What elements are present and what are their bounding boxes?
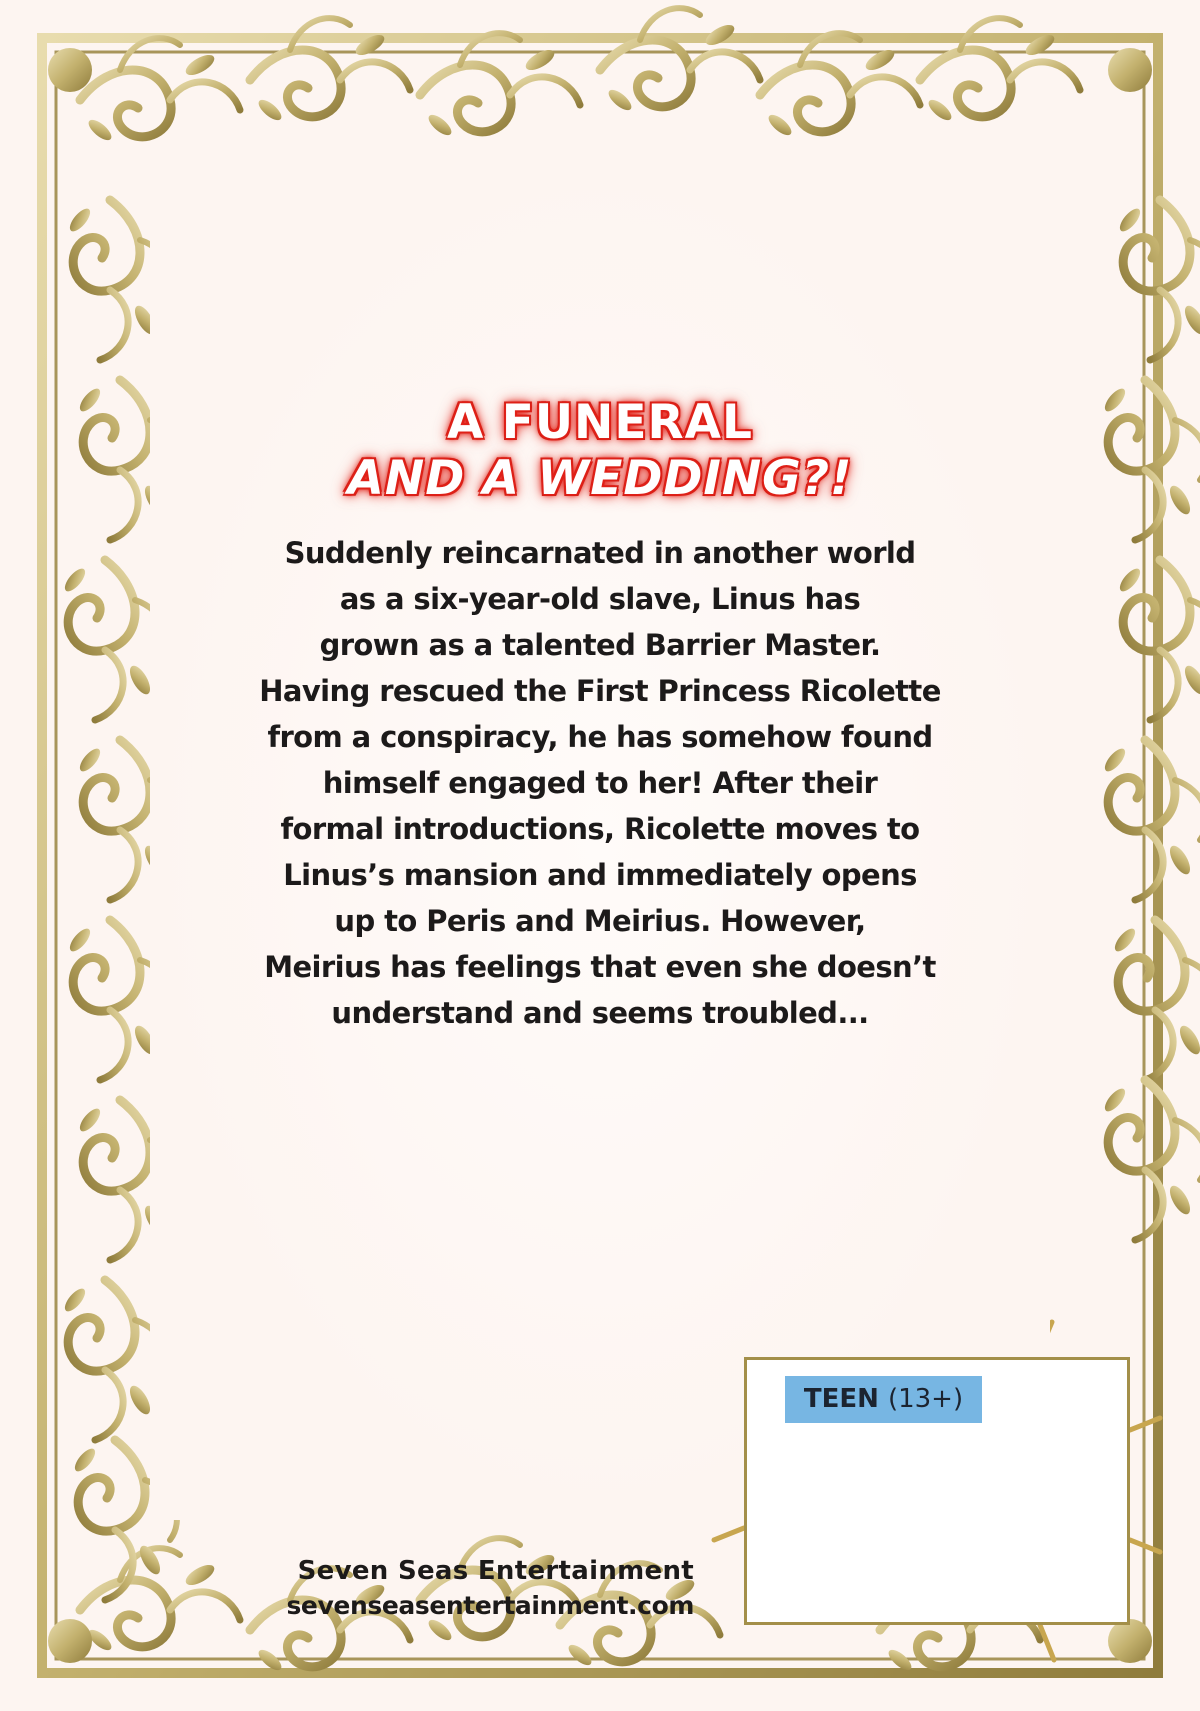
blurb-line: Suddenly reincarnated in another world (284, 536, 916, 570)
blurb-line: understand and seems troubled... (331, 996, 869, 1030)
publisher-info (280, 1553, 694, 1623)
publisher-name: Seven Seas Entertainment (297, 1556, 694, 1586)
blurb-line: grown as a talented Barrier Master. (319, 628, 881, 662)
publisher-url[interactable]: sevenseasentertainment.com (286, 1591, 694, 1620)
rating-label: TEEN (803, 1384, 888, 1414)
blurb-line: from a conspiracy, he has somehow found (267, 720, 933, 754)
age-rating-badge (785, 1376, 982, 1423)
blurb-line: up to Peris and Meirius. However, (334, 904, 866, 938)
headline-line-1: A FUNERAL (447, 395, 753, 450)
blurb-line: Meirius has feelings that even she doesn’t (264, 950, 936, 984)
blurb-line: himself engaged to her! After their (322, 766, 878, 800)
headline-line-2: AND A WEDDING?! (347, 451, 853, 506)
blurb-line: formal introductions, Ricolette moves to (280, 812, 920, 846)
blurb-line: Linus’s mansion and immediately opens (283, 858, 917, 892)
barcode-rating-box (744, 1357, 1130, 1625)
headline (200, 395, 1000, 507)
rating-age: (13+) (887, 1384, 964, 1414)
blurb-line: Having rescued the First Princess Ricolette (259, 674, 941, 708)
blurb-line: as a six-year-old slave, Linus has (339, 582, 861, 616)
synopsis-blurb (240, 530, 960, 1036)
